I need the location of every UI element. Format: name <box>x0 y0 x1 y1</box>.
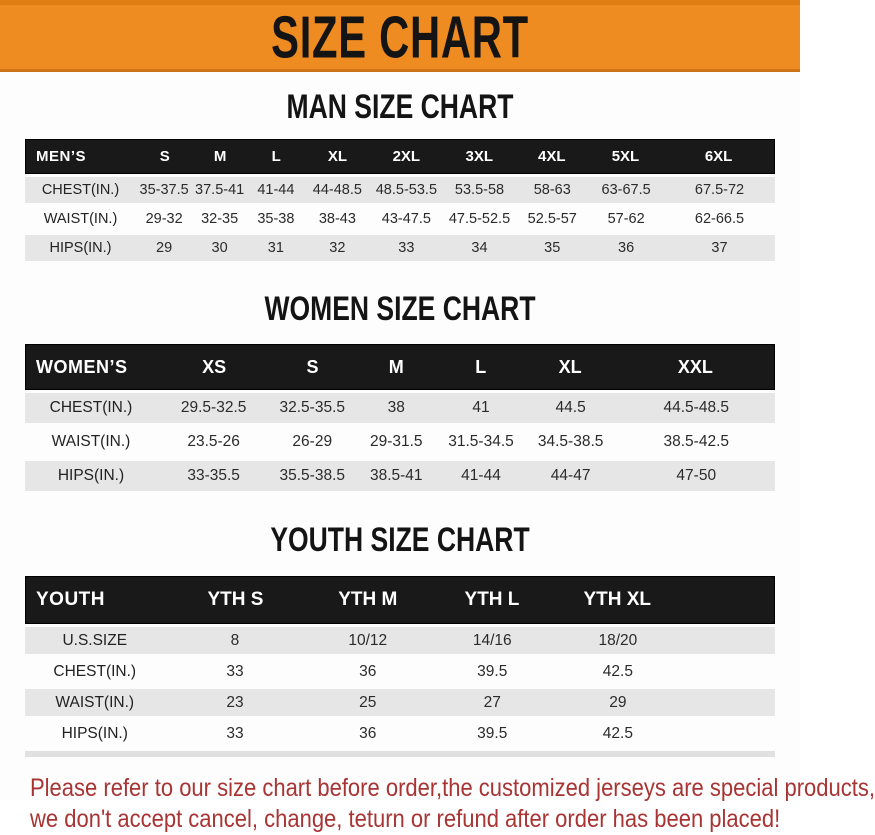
row-label-cell: CHEST(IN.) <box>41 182 120 198</box>
measurement-value-cell: 35-38 <box>257 211 295 227</box>
measurement-value-cell: 36 <box>359 662 377 680</box>
measurement-value-cell: 44-47 <box>550 467 591 484</box>
table-row <box>25 720 775 747</box>
women-section-heading: WOMEN SIZE CHART <box>264 290 536 328</box>
measurement-value-cell: 42.5 <box>602 724 633 742</box>
size-column-header: XS <box>202 356 227 377</box>
measurement-value-cell: 27 <box>483 693 501 711</box>
row-label-cell: U.S.SIZE <box>62 631 128 649</box>
measurement-value-cell: 67.5-72 <box>694 182 745 198</box>
measurement-value-cell: 47-50 <box>676 467 717 484</box>
measurement-value-cell: 34 <box>471 240 488 256</box>
row-label-cell: WAIST(IN.) <box>51 433 131 450</box>
measurement-value-cell: 36 <box>359 724 377 742</box>
row-label-cell: CHEST(IN.) <box>53 662 137 680</box>
measurement-value-cell: 44.5 <box>555 399 586 416</box>
measurement-value-cell: 38.5-41 <box>369 467 423 484</box>
row-label-cell: HIPS(IN.) <box>61 724 128 742</box>
measurement-value-cell: 33 <box>226 724 244 742</box>
measurement-value-cell: 35.5-38.5 <box>279 467 345 484</box>
measurement-value-cell: 41-44 <box>257 182 295 198</box>
page-banner <box>0 0 800 72</box>
table-title-cell: MEN’S <box>36 148 87 165</box>
measurement-value-cell: 38 <box>387 399 405 416</box>
measurement-value-cell: 18/20 <box>598 631 638 649</box>
measurement-value-cell: 26-29 <box>292 433 333 450</box>
size-column-header: 3XL <box>465 148 493 165</box>
disclaimer-line-2: we don't accept cancel, change, teturn or refund after order has been placed! <box>30 805 781 833</box>
table-row <box>25 658 775 685</box>
size-column-header: M <box>213 148 227 165</box>
measurement-value-cell: 44-48.5 <box>312 182 362 198</box>
youth-size-table <box>25 576 775 757</box>
page-title: SIZE CHART <box>271 3 529 71</box>
size-column-header: XL <box>327 148 348 165</box>
measurement-value-cell: 32 <box>329 240 346 256</box>
measurement-value-cell: 36 <box>618 240 635 256</box>
measurement-value-cell: 35 <box>544 240 561 256</box>
measurement-value-cell: 33 <box>226 662 244 680</box>
row-label-cell: HIPS(IN.) <box>57 467 125 484</box>
measurement-value-cell: 33-35.5 <box>187 467 240 484</box>
men-section <box>0 72 800 261</box>
measurement-value-cell: 41-44 <box>461 467 501 484</box>
measurement-value-cell: 29-31.5 <box>369 433 423 450</box>
table-row <box>25 177 775 203</box>
measurement-value-cell: 58-63 <box>533 182 571 198</box>
measurement-value-cell: 63-67.5 <box>601 182 651 198</box>
women-section <box>0 264 800 491</box>
men-size-table <box>25 139 775 261</box>
measurement-value-cell: 23 <box>226 693 244 711</box>
table-header-row <box>25 344 775 390</box>
size-column-header: XL <box>558 356 582 377</box>
size-column-header: YTH M <box>338 589 398 610</box>
measurement-value-cell: 37 <box>711 240 728 256</box>
table-row <box>25 393 775 423</box>
table-row <box>25 627 775 654</box>
measurement-value-cell: 35-37.5 <box>139 182 189 198</box>
size-column-header: 6XL <box>704 148 733 165</box>
measurement-value-cell: 23.5-26 <box>187 433 240 450</box>
measurement-value-cell: 32-35 <box>201 211 239 227</box>
measurement-value-cell: 32.5-35.5 <box>279 399 345 416</box>
disclaimer-line-1: Please refer to our size chart before order,the customized jerseys are special products, <box>30 774 875 802</box>
table-row <box>25 427 775 457</box>
disclaimer-note <box>0 773 875 835</box>
size-column-header: L <box>475 356 487 377</box>
measurement-value-cell: 41 <box>472 399 490 416</box>
measurement-value-cell: 31.5-34.5 <box>448 433 514 450</box>
size-column-header: L <box>271 148 281 165</box>
measurement-value-cell: 39.5 <box>477 724 508 742</box>
size-column-header: M <box>388 356 404 377</box>
measurement-value-cell: 42.5 <box>602 662 633 680</box>
measurement-value-cell: 38-43 <box>318 211 356 227</box>
measurement-value-cell: 8 <box>230 631 240 649</box>
youth-section-heading: YOUTH SIZE CHART <box>270 521 530 559</box>
measurement-value-cell: 34.5-38.5 <box>537 433 604 450</box>
youth-section <box>0 495 800 757</box>
measurement-value-cell: 38.5-42.5 <box>663 433 729 450</box>
size-column-header: 4XL <box>538 148 566 165</box>
measurement-value-cell: 29-32 <box>145 211 183 227</box>
measurement-value-cell: 62-66.5 <box>694 211 745 227</box>
measurement-value-cell: 39.5 <box>477 662 508 680</box>
measurement-value-cell: 29 <box>609 693 627 711</box>
table-header-row <box>25 576 775 624</box>
row-label-cell: WAIST(IN.) <box>55 693 135 711</box>
women-size-table <box>25 344 775 491</box>
row-label-cell: WAIST(IN.) <box>43 211 118 227</box>
measurement-value-cell: 10/12 <box>348 631 388 649</box>
size-column-header: YTH S <box>207 589 264 610</box>
measurement-value-cell: 29.5-32.5 <box>180 399 247 416</box>
measurement-value-cell: 48.5-53.5 <box>375 182 438 198</box>
row-label-cell: HIPS(IN.) <box>49 240 112 256</box>
measurement-value-cell: 57-62 <box>607 211 645 227</box>
measurement-value-cell: 52.5-57 <box>527 211 577 227</box>
table-header-row <box>25 139 775 174</box>
measurement-value-cell: 33 <box>398 240 415 256</box>
size-column-header: YTH L <box>464 589 520 610</box>
measurement-value-cell: 44.5-48.5 <box>663 399 729 416</box>
size-column-header: XXL <box>677 356 713 377</box>
table-row <box>25 235 775 261</box>
measurement-value-cell: 53.5-58 <box>454 182 505 198</box>
size-column-header: YTH XL <box>583 589 652 610</box>
size-column-header: S <box>306 356 319 377</box>
measurement-value-cell: 47.5-52.5 <box>448 211 511 227</box>
size-column-header: S <box>159 148 170 165</box>
table-row <box>25 689 775 716</box>
row-label-cell: CHEST(IN.) <box>49 399 133 416</box>
measurement-value-cell: 31 <box>267 240 284 256</box>
table-title-cell: YOUTH <box>36 589 105 610</box>
measurement-value-cell: 30 <box>211 240 228 256</box>
measurement-value-cell: 43-47.5 <box>381 211 431 227</box>
measurement-value-cell: 14/16 <box>472 631 512 649</box>
table-row <box>25 206 775 232</box>
measurement-value-cell: 37.5-41 <box>195 182 245 198</box>
table-title-cell: WOMEN’S <box>36 356 128 377</box>
measurement-value-cell: 25 <box>359 693 377 711</box>
size-column-header: 5XL <box>611 148 640 165</box>
measurement-value-cell: 29 <box>156 240 173 256</box>
size-column-header: 2XL <box>392 148 421 165</box>
men-section-heading: MAN SIZE CHART <box>286 88 514 126</box>
table-row <box>25 461 775 491</box>
